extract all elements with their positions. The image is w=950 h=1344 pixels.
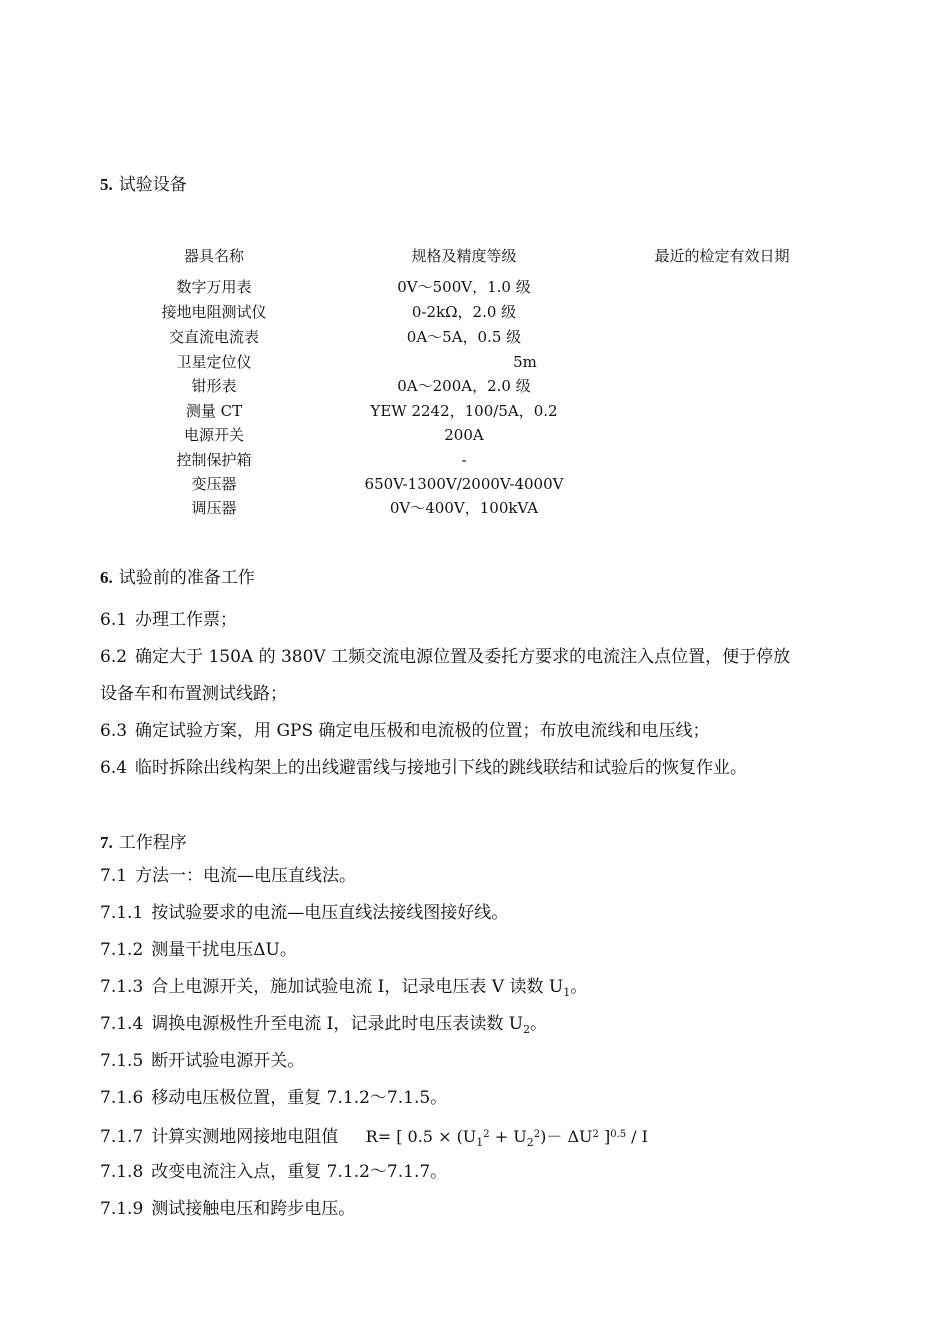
item-7-1-3: [100, 976, 587, 1004]
equipment-spec: 5m: [513, 353, 537, 371]
subscript: 2: [523, 1023, 531, 1036]
item-7-1: [100, 865, 356, 887]
item-number: 7.1: [100, 866, 128, 886]
section-5-heading: [100, 170, 187, 195]
item-text-end: 。: [530, 1014, 548, 1034]
item-text: 确定大于 150A 的 380V 工频交流电源位置及委托方要求的电流注入点位置，便于停放: [135, 647, 791, 667]
item-text: 临时拆除出线构架上的出线避雷线与接地引下线的跳线联结和试验后的恢复作业。: [135, 758, 748, 778]
table-row: [100, 472, 860, 496]
item-text: 计算实测地网接地电阻值: [151, 1127, 339, 1147]
table-row: [100, 496, 860, 520]
table-row: [100, 399, 860, 423]
item-7-1-7: [100, 1124, 648, 1154]
item-number: 7.1.4: [100, 1014, 144, 1034]
item-7-1-8: [100, 1161, 447, 1183]
table-row: [100, 423, 860, 447]
equipment-spec: 0V～500V，1.0 级: [397, 278, 531, 296]
item-7-1-1: [100, 902, 508, 924]
item-text: 移动电压极位置，重复 7.1.2～7.1.5。: [151, 1088, 448, 1108]
item-number: 6.1: [100, 610, 128, 630]
item-6-3: [100, 720, 710, 742]
equipment-name: 电源开关: [183, 426, 244, 444]
header-spec: 规格及精度等级: [411, 247, 517, 265]
table-row: [100, 325, 860, 349]
table-header: [100, 244, 860, 268]
item-number: 7.1.1: [100, 903, 144, 923]
item-number: 6.2: [100, 647, 128, 667]
equipment-spec: 0V～400V，100kVA: [389, 499, 539, 517]
item-text: 调换电源极性升至电流 I，记录此时电压表读数 U: [151, 1014, 524, 1034]
equipment-spec: -: [461, 451, 467, 469]
item-text: 测量干扰电压ΔU。: [151, 940, 297, 960]
item-number: 7.1.2: [100, 940, 144, 960]
item-text: 断开试验电源开关。: [151, 1051, 305, 1071]
equipment-name: 测量 CT: [185, 402, 243, 420]
equipment-spec: YEW 2242，100/5A，0.2: [370, 402, 558, 420]
table-row: [100, 300, 860, 324]
equipment-name: 交直流电流表: [168, 328, 259, 346]
item-text: 改变电流注入点，重复 7.1.2～7.1.7。: [151, 1162, 448, 1182]
item-6-2-continued: [100, 683, 287, 705]
equipment-spec: 200A: [444, 426, 484, 444]
table-row: [100, 275, 860, 299]
equipment-name: 控制保护箱: [176, 451, 252, 469]
equipment-name: 变压器: [191, 475, 237, 493]
item-text: 方法一：电流—电压直线法。: [135, 866, 357, 886]
item-text: 设备车和布置测试线路；: [100, 684, 287, 704]
section-number: 6.: [100, 568, 113, 587]
equipment-name: 钳形表: [191, 377, 237, 395]
section-7-heading: [100, 828, 187, 853]
item-7-1-5: [100, 1050, 304, 1072]
item-6-1: [100, 609, 237, 631]
section-title: 试验前的准备工作: [118, 568, 255, 588]
item-text: 办理工作票；: [135, 610, 238, 630]
section-number: 7.: [100, 833, 113, 852]
section-title: 工作程序: [118, 833, 187, 853]
section-6-heading: [100, 563, 255, 588]
item-7-1-2: [100, 939, 297, 961]
equipment-name: 数字万用表: [176, 278, 252, 296]
item-text: 按试验要求的电流—电压直线法接线图接好线。: [151, 903, 509, 923]
subscript: 1: [563, 986, 571, 999]
equipment-name: 卫星定位仪: [176, 353, 252, 371]
equipment-name: 调压器: [191, 499, 237, 517]
item-number: 7.1.9: [100, 1199, 144, 1219]
item-6-2: [100, 646, 790, 668]
equipment-spec: 0-2kΩ，2.0 级: [411, 303, 517, 321]
item-number: 7.1.6: [100, 1088, 144, 1108]
equipment-spec: 0A～5A，0.5 级: [406, 328, 522, 346]
equipment-name: 接地电阻测试仪: [161, 303, 267, 321]
item-text: 合上电源开关，施加试验电流 I，记录电压表 V 读数 U: [151, 977, 564, 997]
item-number: 7.1.7: [100, 1127, 144, 1147]
table-row: [100, 350, 860, 374]
item-number: 6.4: [100, 758, 128, 778]
item-number: 7.1.3: [100, 977, 144, 997]
item-text: 确定试验方案，用 GPS 确定电压极和电流极的位置；布放电流线和电压线；: [135, 721, 710, 741]
header-date: 最近的检定有效日期: [654, 247, 790, 265]
item-number: 7.1.5: [100, 1051, 144, 1071]
header-name: 器具名称: [183, 247, 244, 265]
item-6-4: [100, 757, 747, 779]
table-row: [100, 448, 860, 472]
section-number: 5.: [100, 175, 113, 194]
item-7-1-4: [100, 1013, 547, 1041]
equipment-spec: 0A～200A，2.0 级: [397, 377, 531, 395]
item-text: 测试接触电压和跨步电压。: [151, 1199, 356, 1219]
item-number: 7.1.8: [100, 1162, 144, 1182]
item-7-1-6: [100, 1087, 447, 1109]
item-7-1-9: [100, 1198, 355, 1220]
section-title: 试验设备: [118, 175, 187, 195]
equipment-spec: 650V-1300V/2000V-4000V: [364, 475, 564, 493]
resistance-formula: R= [ $0.5 \times (U_1^2 + U_2^2)- \Delta U^2$ ]$^{0.5}$ / I: [365, 1127, 648, 1149]
item-text-end: 。: [570, 977, 588, 997]
table-row: [100, 374, 860, 398]
item-number: 6.3: [100, 721, 128, 741]
